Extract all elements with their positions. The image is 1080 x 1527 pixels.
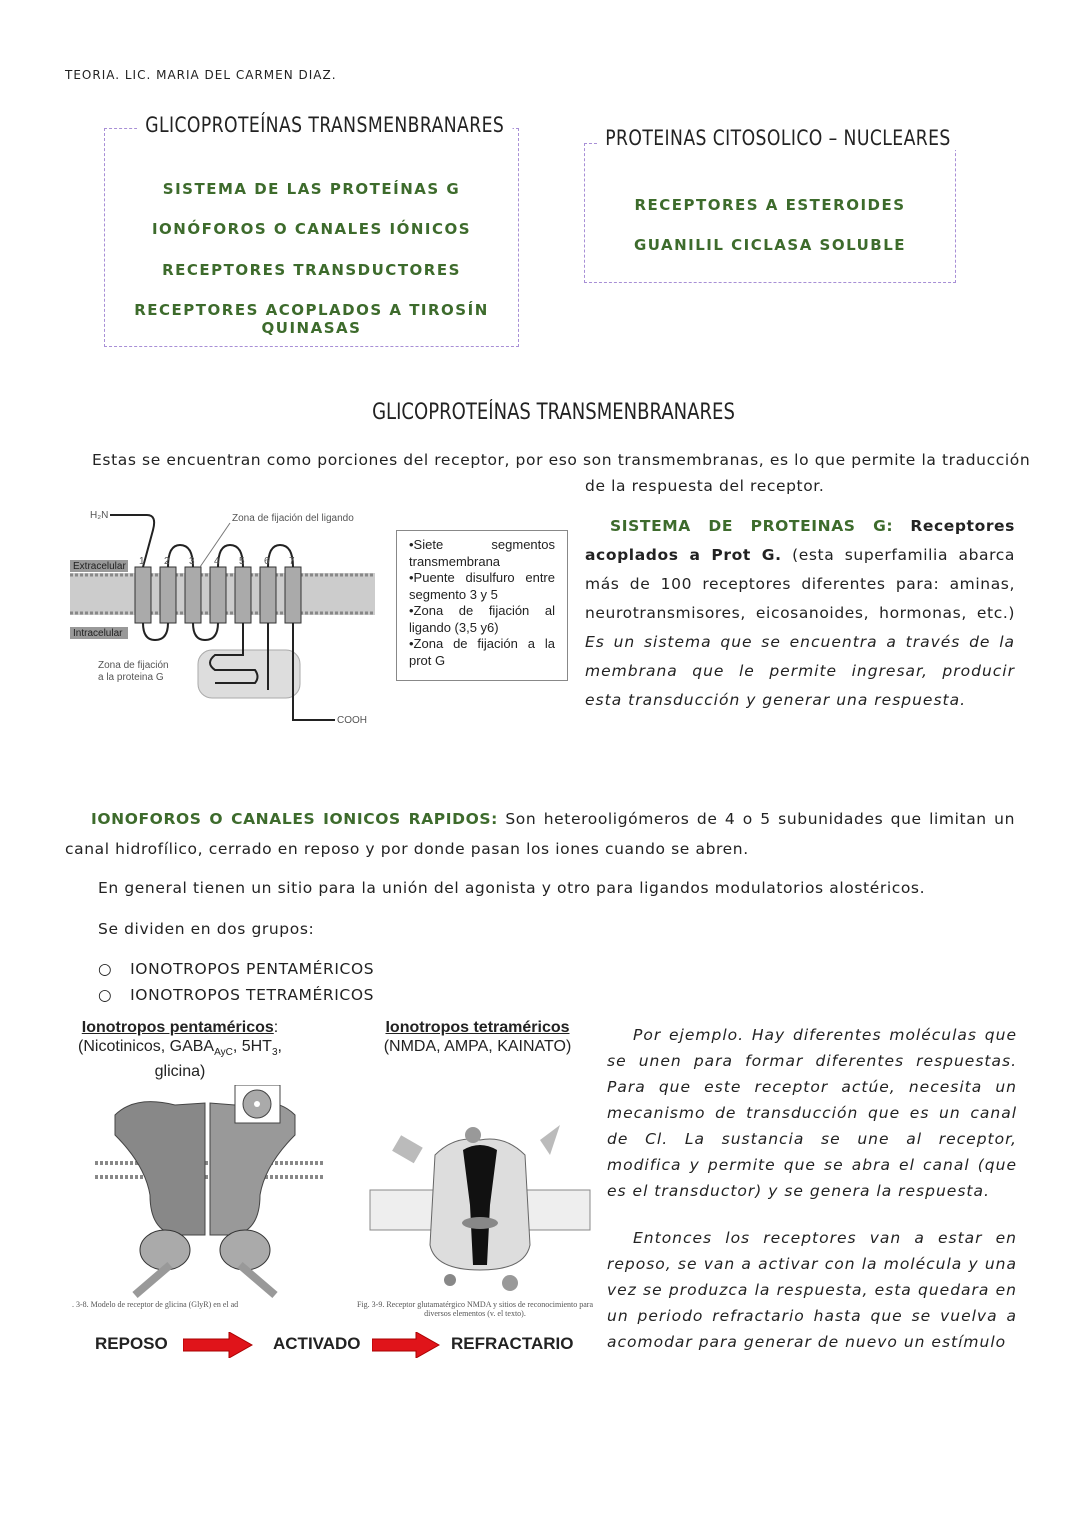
bullet-label: IONOTROPOS PENTAMÉRICOS [130,960,375,978]
page-header: TEORIA. LIC. MARIA DEL CARMEN DIAZ. [65,68,337,82]
bullet-item [98,982,374,1008]
segment-label: 6 [264,556,270,567]
flow-step-rest: REPOSO [95,1334,168,1353]
intro-line: Estas se encuentran como porciones del receptor, por eso son transmembranas, es lo que permite la traducción [92,451,1031,469]
extracellular-label: Extracelular [73,561,126,572]
bullet-item [98,956,374,982]
transmembrane-box [104,113,519,347]
tetrameric-receptor-image [365,1095,595,1295]
segment-label: 2 [164,556,170,567]
intracellular-label: Intracelular [73,628,123,639]
box-item: IONÓFOROS O CANALES IÓNICOS [151,220,472,238]
box-title: GLICOPROTEÍNAS TRANSMENBRANARES [137,113,512,137]
arrow-right-icon [372,1332,440,1358]
cooh-label: COOH [337,715,367,726]
gprotein-bold: Receptores acoplados a Prot G. [585,517,1015,564]
fig-right-figcaption: Fig. 3-9. Receptor glutamatérgico NMDA y sitios de reconocimiento para diversos elementos (v. el texto). [356,1300,594,1318]
ionophore-text: Son heterooligómeros de 4 o 5 subunidades que limitan un canal hidrofílico, cerrado en reposo y por donde pasan los iones cuando se abren. [65,810,1016,858]
fig-left-title: Ionotropos pentaméricos [81,1019,274,1036]
ionophore-paragraph [65,804,1015,864]
ionophore-p2: En general tienen un sitio para la unión del agonista y otro para ligandos modulatorios alostéricos. [98,879,926,897]
gprot-zone-label: Zona de fijación [98,660,169,671]
circle-bullet-icon: ○ [98,960,113,978]
circle-bullet-icon: ○ [98,986,113,1004]
fig-right-caption: Ionotropos tetraméricos (NMDA, AMPA, KAINATO) [383,1019,572,1055]
gprotein-text: (esta superfamilia abarca más de 100 receptores diferentes para: aminas, neurotransmisores, eicosanoides, hormonas, etc.) [585,546,1015,622]
flow-step-refractory: REFRACTARIO [451,1334,574,1353]
gprotein-paragraph [585,512,1015,715]
info-line: •Zona de fijación a la prot G [409,636,555,668]
section-title: GLICOPROTEÍNAS TRANSMENBRANARES [372,400,735,425]
info-line: •Puente disulfuro entre segmento 3 y 5 [409,570,555,602]
box-item: RECEPTORES A ESTEROIDES [634,196,906,214]
info-line: •Siete segmentos transmembrana [409,537,555,569]
segment-label: 5 [239,556,245,567]
gpcr-info-box [396,530,568,681]
gpcr-diagram [65,505,380,730]
pentameric-receptor-image [95,1085,325,1300]
segment-label: 1 [139,556,145,567]
intro-line: de la respuesta del receptor. [585,477,825,495]
gprotein-italic: Es un sistema que se encuentra a través de la membrana que le permite ingresar, producir esta transducción y generar una respuesta. [585,633,1015,709]
gprotein-label: SISTEMA DE PROTEINAS G: [610,517,894,535]
info-line: •Zona de fijación al ligando (3,5 y6) [409,603,555,635]
box-item: SISTEMA DE LAS PROTEÍNAS G [162,180,461,198]
fig-left-caption: Ionotropos pentaméricos: (Nicotinicos, $GABA_{AyC}$, $5HT_3$, glicina) [78,1019,282,1081]
segment-label: 4 [214,556,220,567]
ligand-zone-label: Zona de fijación del ligando [232,513,354,524]
cytosolic-box [584,126,956,283]
box-title: PROTEINAS CITOSOLICO – NUCLEARES [597,126,959,150]
segment-label: 3 [189,556,195,567]
ionophore-p3: Se dividen en dos grupos: [98,920,315,938]
arrow-right-icon [183,1332,253,1358]
flow-step-activated: ACTIVADO [273,1334,361,1353]
box-item: GUANILIL CICLASA SOLUBLE [633,236,907,254]
example-paragraph: Entonces los receptores van a estar en reposo, se van a activar con la molécula y una vez se produzca la respuesta, esta quedara en un periodo refractario hasta que se vuelva a acomodar para generar de nuevo un estímulo [607,1229,1017,1351]
box-item: RECEPTORES TRANSDUCTORES [162,261,461,279]
bullet-label: IONOTROPOS TETRAMÉRICOS [130,986,375,1004]
h2n-label: H₂N [90,510,109,521]
box-item: RECEPTORES ACOPLADOS A TIROSÍN QUINASAS [134,301,489,337]
gprot-zone-label: a la proteina G [98,672,164,683]
ionophore-label: IONOFOROS O CANALES IONICOS RAPIDOS: [91,810,498,828]
fig-left-figcaption: . 3-8. Modelo de receptor de glicina (GlyR) en el ad [72,1300,239,1309]
segment-label: 7 [289,556,295,567]
example-paragraph: Por ejemplo. Hay diferentes moléculas que se unen para formar diferentes respuestas. Para que este receptor actúe, necesita un mecanismo de transducción que es un canal de Cl. La sustancia se une al receptor, modifica y permite que se abra el canal (que es el transductor) y se genera la respuesta. [607,1026,1017,1200]
fig-right-title: Ionotropos tetraméricos [385,1019,570,1036]
